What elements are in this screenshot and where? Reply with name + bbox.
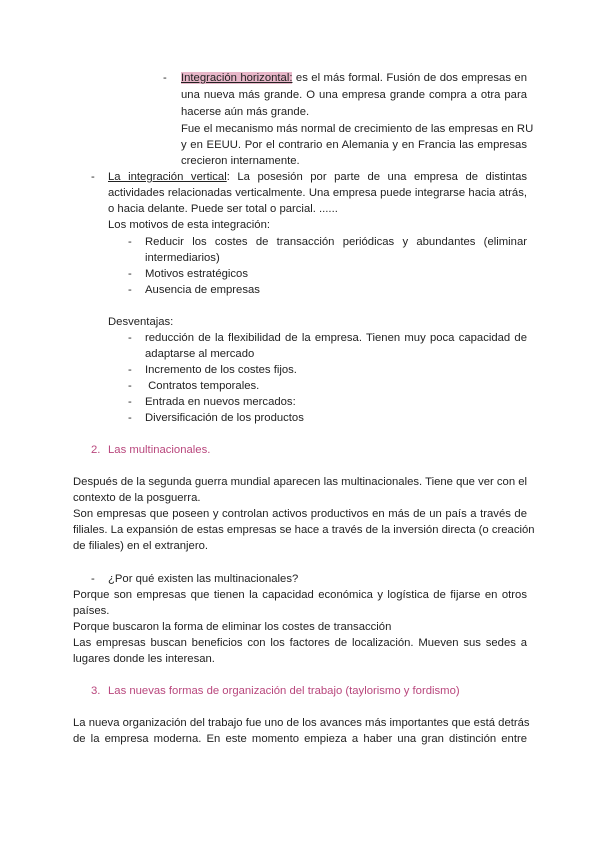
s2-p1-line-1: Después de la segunda guerra mundial aparecen las multinacionales. Tiene que ver con el [73, 476, 528, 488]
motivo-item-3: Ausencia de empresas [145, 284, 260, 296]
desventaja-dash: - [128, 332, 132, 344]
question: ¿Por qué existen las multinacionales? [108, 573, 299, 585]
vertical-term: La integración vertical [108, 171, 227, 183]
answer-3-line-2: lugares donde les interesan. [73, 653, 215, 665]
desventaja-item-4: Entrada en nuevos mercados: [145, 396, 296, 408]
motivo-dash: - [128, 236, 132, 248]
horizontal-line-2: una nueva más grande. O una empresa grande compra a otra para [181, 89, 527, 101]
horizontal-line-4: Fue el mecanismo más normal de crecimiento de las empresas en RU [181, 123, 534, 135]
desventaja-item-1-cont: adaptarse al mercado [145, 348, 255, 360]
desventaja-dash: - [128, 364, 132, 376]
section-3-title: Las nuevas formas de organización del trabajo (taylorismo y fordismo) [108, 685, 460, 697]
motivo-item-1-cont: intermediarios) [145, 252, 220, 264]
vertical-dash: - [91, 171, 95, 183]
desventaja-item-1: reducción de la flexibilidad de la empresa. Tienen muy poca capacidad de [145, 332, 527, 344]
desventaja-dash: - [128, 412, 132, 424]
motivo-dash: - [128, 284, 132, 296]
horizontal-line-6: crecieron internamente. [181, 155, 300, 167]
motivo-item-2: Motivos estratégicos [145, 268, 248, 280]
answer-2: Porque buscaron la forma de eliminar los costes de transacción [73, 621, 392, 633]
section-3-number: 3. [91, 685, 101, 697]
answer-3-line-1: Las empresas buscan beneficios con los factores de localización. Mueven sus sedes a [73, 637, 527, 649]
desventajas-label: Desventajas: [108, 316, 174, 328]
horizontal-line1-rest: es el más formal. Fusión de dos empresas en [292, 72, 527, 84]
s2-p1-line-2: contexto de la posguerra. [73, 492, 201, 504]
motivo-item-1: Reducir los costes de transacción periódicas y abundantes (eliminar [145, 236, 527, 248]
s3-p1-line-1: La nueva organización del trabajo fue uno de los avances más importantes que está detrás [73, 717, 530, 729]
section-2-title: Las multinacionales. [108, 444, 211, 456]
answer-1-line-1: Porque son empresas que tienen la capacidad económica y logística de fijarse en otros [73, 589, 527, 601]
s2-p2-line-2: filiales. La expansión de estas empresas se hace a través de la inversión directa (o creación [73, 524, 535, 536]
desventaja-dash: - [128, 396, 132, 408]
desventaja-item-2: Incremento de los costes fijos. [145, 364, 297, 376]
vertical-line-3: o hacia delante. Puede ser total o parcial. ...... [108, 203, 338, 215]
motivo-dash: - [128, 268, 132, 280]
horizontal-line-5: y en EEUU. Por el contrario en Alemania y en Francia las empresas [181, 139, 527, 151]
vertical-line1-rest: : La posesión por parte de una empresa de distintas [226, 171, 527, 183]
desventaja-item-3: Contratos temporales. [145, 380, 260, 392]
desventaja-dash: - [128, 380, 132, 392]
section-2-number: 2. [91, 444, 101, 456]
s2-p2-line-3: de filiales) en el extranjero. [73, 540, 209, 552]
horizontal-dash: - [163, 72, 167, 84]
vertical-line-2: actividades relacionadas verticalmente. Una empresa puede integrarse hacia atrás, [108, 187, 527, 199]
vertical-line-1 [108, 169, 527, 185]
motivos-label: Los motivos de esta integración: [108, 219, 271, 231]
s3-p1-line-2: de la empresa moderna. En este momento empieza a haber una gran distinción entre [73, 733, 527, 745]
question-dash: - [91, 573, 95, 585]
horizontal-term: Integración horizontal: [181, 72, 293, 84]
horizontal-line-3: hacerse aún más grande. [181, 106, 310, 118]
horizontal-line-1 [181, 70, 527, 86]
desventaja-item-5: Diversificación de los productos [145, 412, 304, 424]
answer-1-line-2: países. [73, 605, 110, 617]
s2-p2-line-1: Son empresas que poseen y controlan activos productivos en más de un país a través de [73, 508, 527, 520]
